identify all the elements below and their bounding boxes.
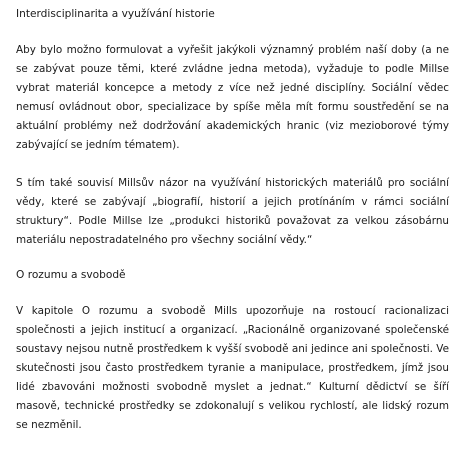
paragraph-history-materials: S tím také souvisí Millsův názor na využívání historických materiálů pro sociální vědy, které se zabývají „biografií, historií a jejich protínáním v rámci sociální struktury“. Podle Millse lze „produkci historiků považovat za velkou zásobárnu materiálu nepostradatelného pro všechny sociální vědy.“ [16, 177, 449, 246]
spacer [16, 22, 449, 41]
spacer [16, 155, 449, 174]
paragraph-reason-freedom: V kapitole O rozumu a svobodě Mills upozorňuje na rostoucí racionalizaci společnosti a jejich institucí a organizací. „Racionálně organizované společenské soustavy nejsou nutně prostředkem k vyšší svobodě ani jedince ani společnosti. Ve skutečnosti jsou často prostředkem tyranie a manipulace, prostředkem, jímž jsou lidé zbavováni možnosti svobodně myslet a jednat.“ Kulturní dědictví se šíří masově, technické prostředky se zdokonalují s velikou rychlostí, ale lidský rozum se nezměnil. [16, 305, 449, 431]
section-heading-interdisciplinarity: Interdisciplinarita a využívání historie [16, 8, 215, 20]
paragraph-interdisciplinarity: Aby bylo možno formulovat a vyřešit jakýkoli významný problém naší doby (a ne se zabývat pouze těmi, které zvládne jedna metoda), vyžaduje to podle Millse vybrat materiál koncepce a metody z více než jedné disciplíny. Sociální vědec nemusí ovládnout obor, specializace by spíše měla mít formu soustředění se na aktuální problémy než dodržování akademických hranic (viz mezioborové týmy zabývající se jedním tématem). [16, 44, 449, 151]
section-heading-reason-freedom: O rozumu a svobodě [16, 269, 126, 281]
spacer [16, 283, 449, 302]
spacer [16, 250, 449, 267]
